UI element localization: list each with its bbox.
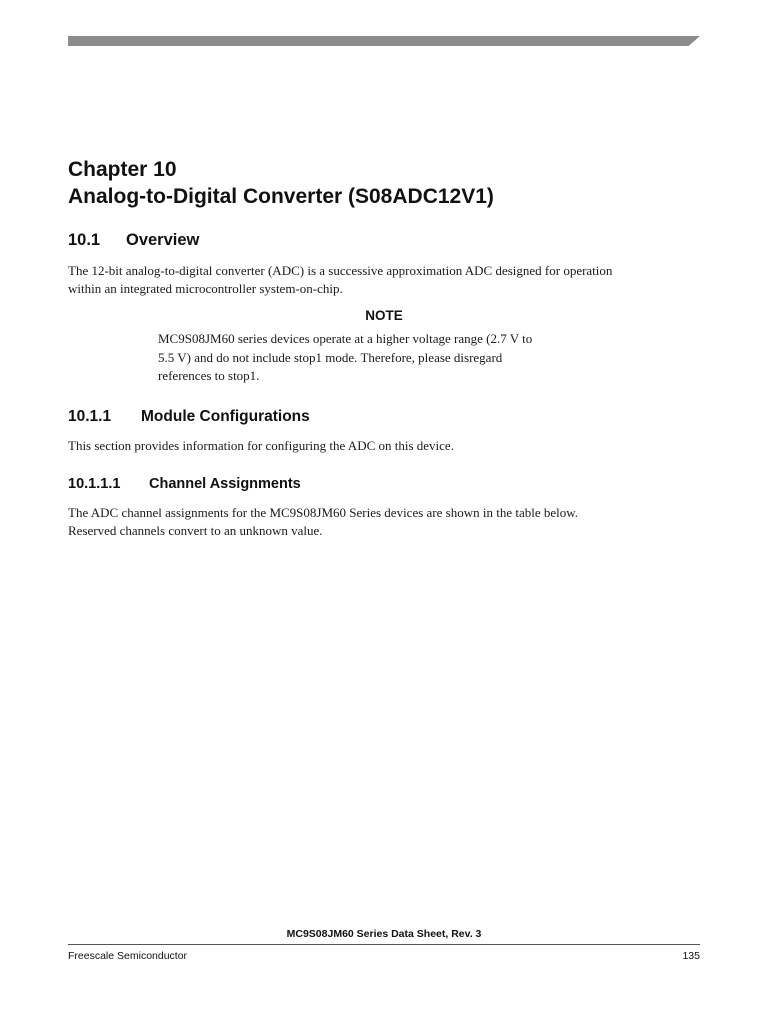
section-title: Channel Assignments xyxy=(149,476,301,492)
section-heading-module-configurations xyxy=(68,408,310,426)
note-line: references to stop1. xyxy=(158,368,260,383)
footer-page-number: 135 xyxy=(682,950,700,962)
section-number: 10.1.1 xyxy=(68,408,112,425)
section-number: 10.1.1.1 xyxy=(68,476,121,492)
paragraph-line: This section provides information for configuring the ADC on this device. xyxy=(68,438,454,453)
note-body xyxy=(158,330,618,386)
header-bar xyxy=(68,36,700,46)
section-heading-overview xyxy=(68,231,199,250)
footer-company: Freescale Semiconductor xyxy=(68,950,188,962)
module-config-paragraph xyxy=(68,437,708,455)
section-title: Module Configurations xyxy=(141,408,310,425)
footer-doc-title: MC9S08JM60 Series Data Sheet, Rev. 3 xyxy=(286,928,482,940)
footer-rule xyxy=(68,944,700,945)
overview-paragraph xyxy=(68,262,708,298)
paragraph-line: The 12-bit analog-to-digital converter (ADC) is a successive approximation ADC designed for operation xyxy=(68,263,613,278)
chapter-heading xyxy=(68,156,708,210)
section-title: Overview xyxy=(126,231,200,249)
note-line: MC9S08JM60 series devices operate at a higher voltage range (2.7 V to xyxy=(158,331,533,346)
section-heading-channel-assignments xyxy=(68,476,301,492)
chapter-number: Chapter 10 xyxy=(68,158,177,181)
chapter-title: Analog-to-Digital Converter (S08ADC12V1) xyxy=(68,185,494,208)
paragraph-line: within an integrated microcontroller system-on-chip. xyxy=(68,281,343,296)
paragraph-line: Reserved channels convert to an unknown value. xyxy=(68,523,323,538)
channel-paragraph xyxy=(68,504,708,540)
note-line: 5.5 V) and do not include stop1 mode. Therefore, please disregard xyxy=(158,349,503,365)
note-label: NOTE xyxy=(365,308,403,323)
paragraph-line: The ADC channel assignments for the MC9S08JM60 Series devices are shown in the table below. xyxy=(68,505,579,520)
section-number: 10.1 xyxy=(68,231,101,249)
